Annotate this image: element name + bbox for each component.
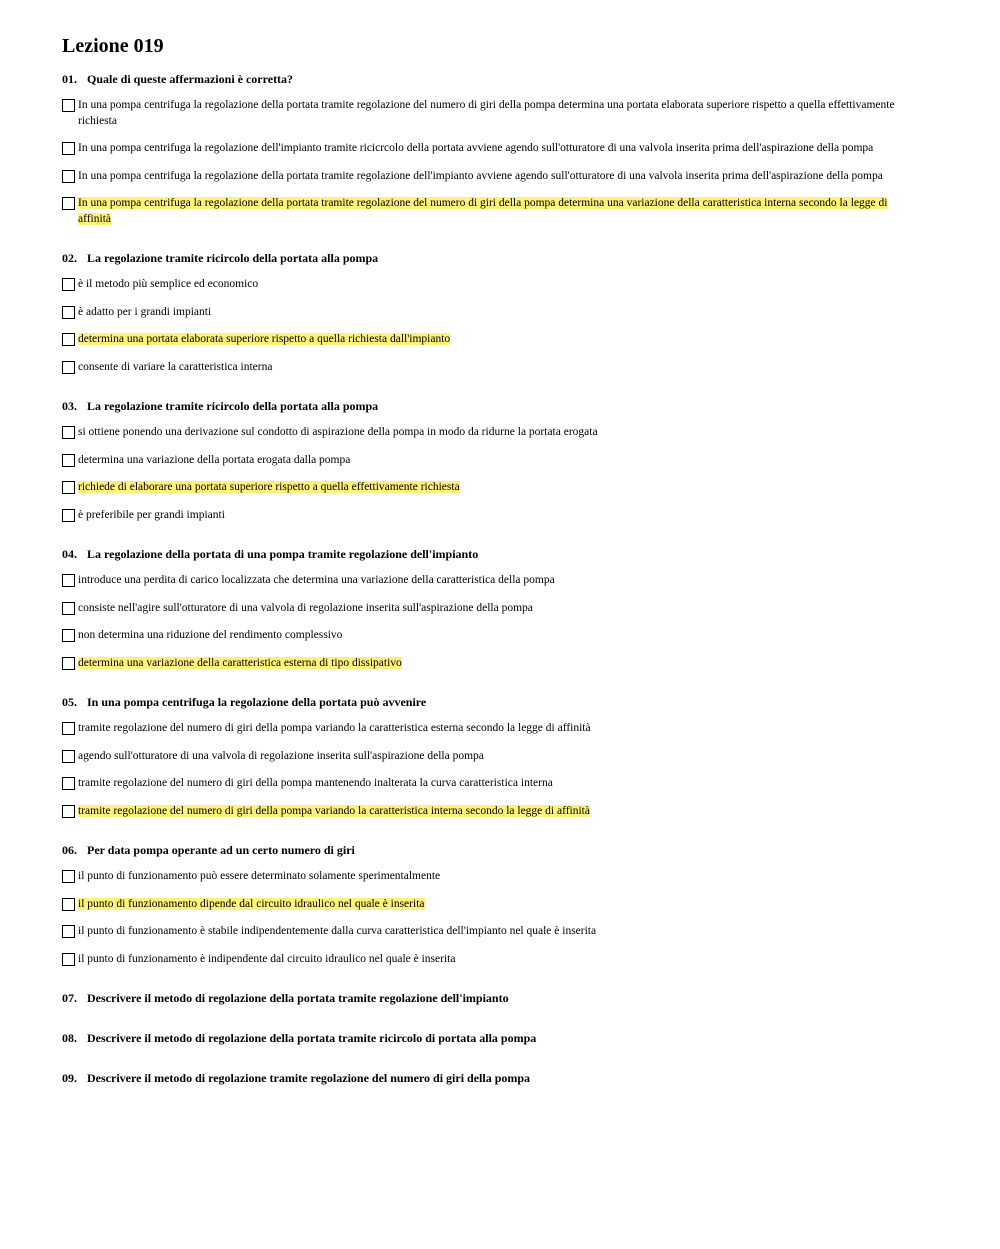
answer-option-text: il punto di funzionamento è indipendente dal circuito idraulico nel quale è inserita <box>78 952 456 965</box>
answer-option[interactable] <box>62 869 922 885</box>
checkbox[interactable] <box>62 197 75 210</box>
question-number: 07. <box>62 991 77 1005</box>
answer-option-text-highlighted: richiede di elaborare una portata superiore rispetto a quella effettivamente richiesta <box>78 481 460 493</box>
question-text: Per data pompa operante ad un certo numero di giri <box>87 843 355 857</box>
question-number: 02. <box>62 251 77 265</box>
answer-option-wrapper <box>78 98 922 129</box>
question-07 <box>62 991 922 1006</box>
answer-option[interactable] <box>62 196 922 227</box>
answer-option-text: è preferibile per grandi impianti <box>78 508 225 521</box>
answer-option-text: agendo sull'otturatore di una valvola di regolazione inserita sull'aspirazione della pompa <box>78 749 484 762</box>
checkbox[interactable] <box>62 333 75 346</box>
answer-option-text: il punto di funzionamento può essere determinato solamente sperimentalmente <box>78 870 441 882</box>
answer-option-wrapper <box>78 869 922 885</box>
checkbox[interactable] <box>62 602 75 615</box>
question-09 <box>62 1071 922 1086</box>
checkbox[interactable] <box>62 481 75 494</box>
checkbox[interactable] <box>62 306 75 319</box>
answer-option[interactable] <box>62 897 922 913</box>
answer-option-wrapper <box>78 656 922 672</box>
checkbox[interactable] <box>62 870 75 883</box>
answer-option-text: tramite regolazione del numero di giri della pompa variando la caratteristica esterna secondo la legge di affinità <box>78 722 591 734</box>
question-text: La regolazione tramite ricircolo della portata alla pompa <box>87 399 379 413</box>
answer-option-wrapper <box>78 721 922 737</box>
question-number: 01. <box>62 72 77 86</box>
checkbox[interactable] <box>62 898 75 911</box>
answer-option[interactable] <box>62 656 922 672</box>
question-number: 06. <box>62 843 77 857</box>
checkbox[interactable] <box>62 454 75 467</box>
answer-option-text: determina una variazione della portata erogata dalla pompa <box>78 453 351 466</box>
question-heading <box>62 1071 922 1086</box>
answer-option[interactable] <box>62 952 922 968</box>
answer-option-wrapper <box>78 360 922 376</box>
answer-option-wrapper <box>78 425 922 441</box>
answer-option-text: In una pompa centrifuga la regolazione della portata tramite regolazione del numero di giri della pompa determina una portata elaborata superiore rispetto a quella effettivamente richiesta <box>78 99 895 127</box>
answer-option-text: tramite regolazione del numero di giri della pompa mantenendo inalterata la curva caratteristica interna <box>78 777 553 789</box>
question-number: 05. <box>62 695 77 709</box>
answer-option-text-highlighted: il punto di funzionamento dipende dal circuito idraulico nel quale è inserita <box>78 897 425 910</box>
checkbox[interactable] <box>62 750 75 763</box>
answer-option-wrapper <box>78 776 922 792</box>
answer-option-wrapper <box>78 332 922 348</box>
question-02 <box>62 251 922 375</box>
question-heading <box>62 991 922 1006</box>
answer-option-text: consiste nell'agire sull'otturatore di una valvola di regolazione inserita sull'aspirazione della pompa <box>78 601 533 614</box>
question-heading <box>62 843 922 858</box>
answer-option[interactable] <box>62 98 922 129</box>
checkbox[interactable] <box>62 629 75 642</box>
answer-option-text: consente di variare la caratteristica interna <box>78 360 273 373</box>
checkbox[interactable] <box>62 99 75 112</box>
answer-option-wrapper <box>78 952 922 968</box>
answer-option[interactable] <box>62 776 922 792</box>
answer-option-wrapper <box>78 508 922 524</box>
answer-option-text: non determina una riduzione del rendimento complessivo <box>78 629 343 641</box>
answer-option[interactable] <box>62 332 922 348</box>
question-heading <box>62 72 922 87</box>
answer-option-text: è il metodo più semplice ed economico <box>78 278 259 290</box>
page-title: Lezione 019 <box>62 35 164 57</box>
answer-option[interactable] <box>62 480 922 496</box>
answer-option-text: In una pompa centrifuga la regolazione dell'impianto tramite ricicrcolo della portata avviene agendo sull'otturatore di una valvola inserita prima dell'aspirazione della pompa <box>78 142 874 154</box>
question-heading <box>62 547 922 562</box>
checkbox[interactable] <box>62 925 75 938</box>
answer-option[interactable] <box>62 628 922 644</box>
question-text: La regolazione tramite ricircolo della portata alla pompa <box>87 251 379 265</box>
answer-option[interactable] <box>62 804 922 820</box>
answer-option-text-highlighted: determina una variazione della caratteristica esterna di tipo dissipativo <box>78 656 402 669</box>
question-08 <box>62 1031 922 1046</box>
answer-option[interactable] <box>62 360 922 376</box>
answer-option-wrapper <box>78 305 922 321</box>
checkbox[interactable] <box>62 722 75 735</box>
answer-option-text-highlighted: In una pompa centrifuga la regolazione della portata tramite regolazione del numero di giri della pompa determina una variazione della caratteristica interna secondo la legge di affinità <box>78 197 888 225</box>
question-text: Descrivere il metodo di regolazione della portata tramite regolazione dell'impianto <box>87 991 509 1005</box>
answer-option[interactable] <box>62 601 922 617</box>
question-list <box>62 72 922 1086</box>
checkbox[interactable] <box>62 953 75 966</box>
answer-option[interactable] <box>62 141 922 157</box>
answer-option-wrapper <box>78 480 922 496</box>
answer-option-text: In una pompa centrifuga la regolazione della portata tramite regolazione dell'impianto avviene agendo sull'otturatore di una valvola inserita prima dell'aspirazione della pompa <box>78 169 883 182</box>
answer-option[interactable] <box>62 425 922 441</box>
checkbox[interactable] <box>62 509 75 522</box>
question-05 <box>62 695 922 819</box>
checkbox[interactable] <box>62 278 75 291</box>
answer-option[interactable] <box>62 573 922 589</box>
answer-option-wrapper <box>78 169 922 185</box>
answer-option-wrapper <box>78 897 922 913</box>
question-text: In una pompa centrifuga la regolazione della portata può avvenire <box>87 695 427 709</box>
checkbox[interactable] <box>62 657 75 670</box>
answer-option-wrapper <box>78 749 922 765</box>
answer-option-wrapper <box>78 628 922 644</box>
question-03 <box>62 399 922 523</box>
question-number: 03. <box>62 399 77 413</box>
answer-option-wrapper <box>78 453 922 469</box>
answer-option-text-highlighted: tramite regolazione del numero di giri della pompa variando la caratteristica interna secondo la legge di affinità <box>78 804 590 817</box>
answer-option[interactable] <box>62 924 922 940</box>
answer-option[interactable] <box>62 277 922 293</box>
answer-option-wrapper <box>78 141 922 157</box>
answer-option[interactable] <box>62 749 922 765</box>
answer-option-text: il punto di funzionamento è stabile indipendentemente dalla curva caratteristica dell'impianto nel quale è inserita <box>78 925 597 937</box>
checkbox[interactable] <box>62 170 75 183</box>
checkbox[interactable] <box>62 361 75 374</box>
question-text: Quale di queste affermazioni è corretta? <box>87 72 294 86</box>
answer-option[interactable] <box>62 508 922 524</box>
question-heading <box>62 251 922 266</box>
answer-option-wrapper <box>78 804 922 820</box>
answer-option-text: è adatto per i grandi impianti <box>78 305 212 318</box>
answer-option[interactable] <box>62 305 922 321</box>
answer-option-wrapper <box>78 924 922 940</box>
question-number: 04. <box>62 547 77 561</box>
answer-option[interactable] <box>62 453 922 469</box>
question-01 <box>62 72 922 227</box>
answer-option-wrapper <box>78 601 922 617</box>
answer-option-text-highlighted: determina una portata elaborata superiore rispetto a quella richiesta dall'impianto <box>78 333 451 345</box>
question-heading <box>62 1031 922 1046</box>
question-heading <box>62 399 922 414</box>
question-text: La regolazione della portata di una pompa tramite regolazione dell'impianto <box>87 547 479 561</box>
answer-option-text: si ottiene ponendo una derivazione sul condotto di aspirazione della pompa in modo da ridurne la portata erogata <box>78 426 598 438</box>
checkbox[interactable] <box>62 805 75 818</box>
question-number: 09. <box>62 1071 77 1085</box>
answer-option-text: introduce una perdita di carico localizzata che determina una variazione della caratteristica della pompa <box>78 574 555 586</box>
answer-option-wrapper <box>78 277 922 293</box>
question-text: Descrivere il metodo di regolazione tramite regolazione del numero di giri della pompa <box>87 1071 531 1085</box>
checkbox[interactable] <box>62 426 75 439</box>
checkbox[interactable] <box>62 142 75 155</box>
answer-option[interactable] <box>62 721 922 737</box>
question-04 <box>62 547 922 671</box>
question-heading <box>62 695 922 710</box>
answer-option[interactable] <box>62 169 922 185</box>
question-06 <box>62 843 922 967</box>
question-text: Descrivere il metodo di regolazione della portata tramite ricircolo di portata alla pompa <box>87 1031 537 1045</box>
checkbox[interactable] <box>62 777 75 790</box>
checkbox[interactable] <box>62 574 75 587</box>
document-page <box>62 34 922 1111</box>
answer-option-wrapper <box>78 573 922 589</box>
answer-option-wrapper <box>78 196 922 227</box>
question-number: 08. <box>62 1031 77 1045</box>
